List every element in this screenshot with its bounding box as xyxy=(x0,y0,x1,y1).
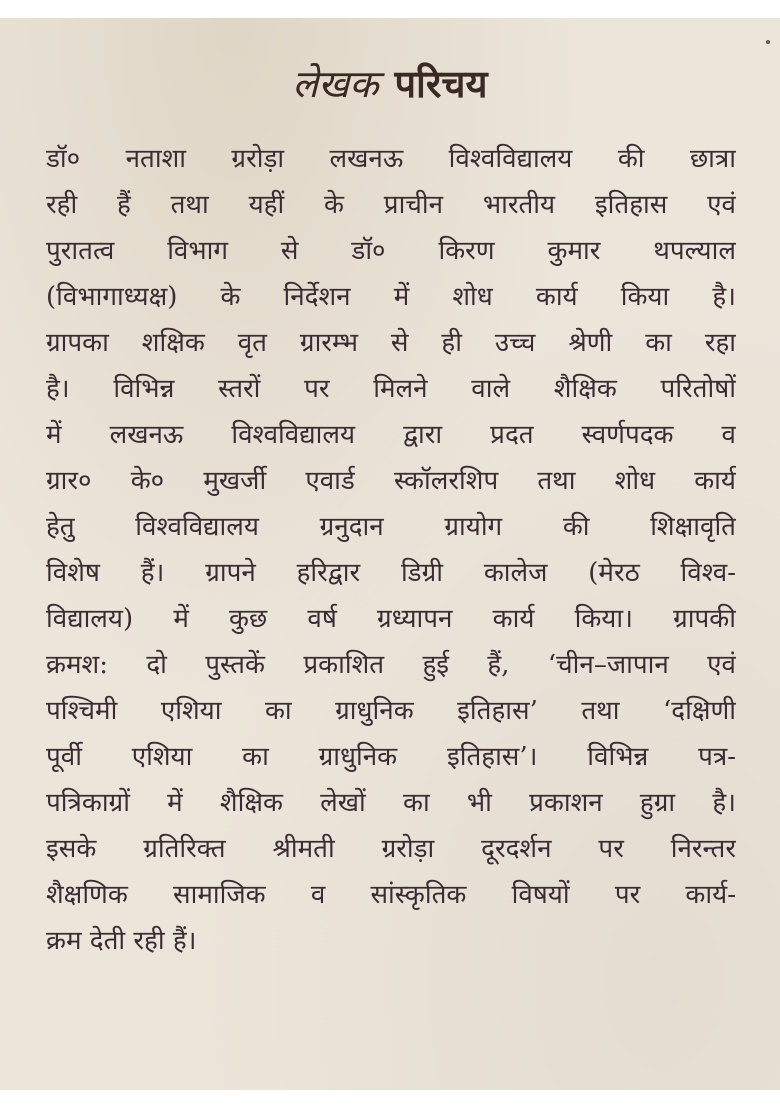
paragraph-line: क्रम देती रही हैं। xyxy=(46,926,197,956)
paragraph-line: ग्रार० के० मुखर्जी एवार्ड स्कॉलरशिप तथा शोध कार्य xyxy=(46,466,736,496)
author-bio-paragraph xyxy=(46,136,736,964)
page-title xyxy=(0,54,780,114)
paragraph-line: रही हैं तथा यहीं के प्राचीन भारतीय इतिहास एवं xyxy=(46,190,736,220)
paragraph-line: डॉ० नताशा ग्ररोड़ा लखनऊ विश्वविद्यालय की छात्रा xyxy=(46,144,736,174)
paragraph-line: पुरातत्व विभाग से डॉ० किरण कुमार थपल्याल xyxy=(46,236,736,266)
paragraph-line: हेतु विश्वविद्यालय ग्रनुदान ग्रायोग की शिक्षावृति xyxy=(46,512,736,542)
paragraph-line: में लखनऊ विश्वविद्यालय द्वारा प्रदत स्वर्णपदक व xyxy=(46,420,736,450)
book-page xyxy=(0,18,780,1090)
paragraph-line: ग्रापका शक्षिक वृत ग्रारम्भ से ही उच्च श्रेणी का रहा xyxy=(46,328,736,358)
paragraph-line: विद्यालय) में कुछ वर्ष ग्रध्यापन कार्य किया। ग्रापकी xyxy=(46,604,736,634)
paragraph-line: इसके ग्रतिरिक्त श्रीमती ग्ररोड़ा दूरदर्शन पर निरन्तर xyxy=(46,834,736,864)
paragraph-line: शैक्षणिक सामाजिक व सांस्कृतिक विषयों पर कार्य- xyxy=(46,880,736,910)
paragraph-line: विशेष हैं। ग्रापने हरिद्वार डिग्री कालेज (मेरठ विश्व- xyxy=(46,558,736,588)
title-word-lekhak: लेखक xyxy=(292,62,379,106)
paragraph-line: पूर्वी एशिया का ग्राधुनिक इतिहास’। विभिन्न पत्र- xyxy=(46,742,736,772)
paragraph-line: क्रमश: दो पुस्तकें प्रकाशित हुई हैं, ‘चीन–जापान एवं xyxy=(46,650,736,680)
paragraph-line: (विभागाध्यक्ष) के निर्देशन में शोध कार्य किया है। xyxy=(46,282,736,312)
page-speck xyxy=(766,40,770,44)
title-word-parichay: परिचय xyxy=(394,61,488,106)
paragraph-line: पश्चिमी एशिया का ग्राधुनिक इतिहास’ तथा ‘दक्षिणी xyxy=(46,696,736,726)
paragraph-line: पत्रिकाग्रों में शैक्षिक लेखों का भी प्रकाशन हुग्रा है। xyxy=(46,788,736,818)
paragraph-line: है। विभिन्न स्तरों पर मिलने वाले शैक्षिक परितोषों xyxy=(46,374,736,404)
